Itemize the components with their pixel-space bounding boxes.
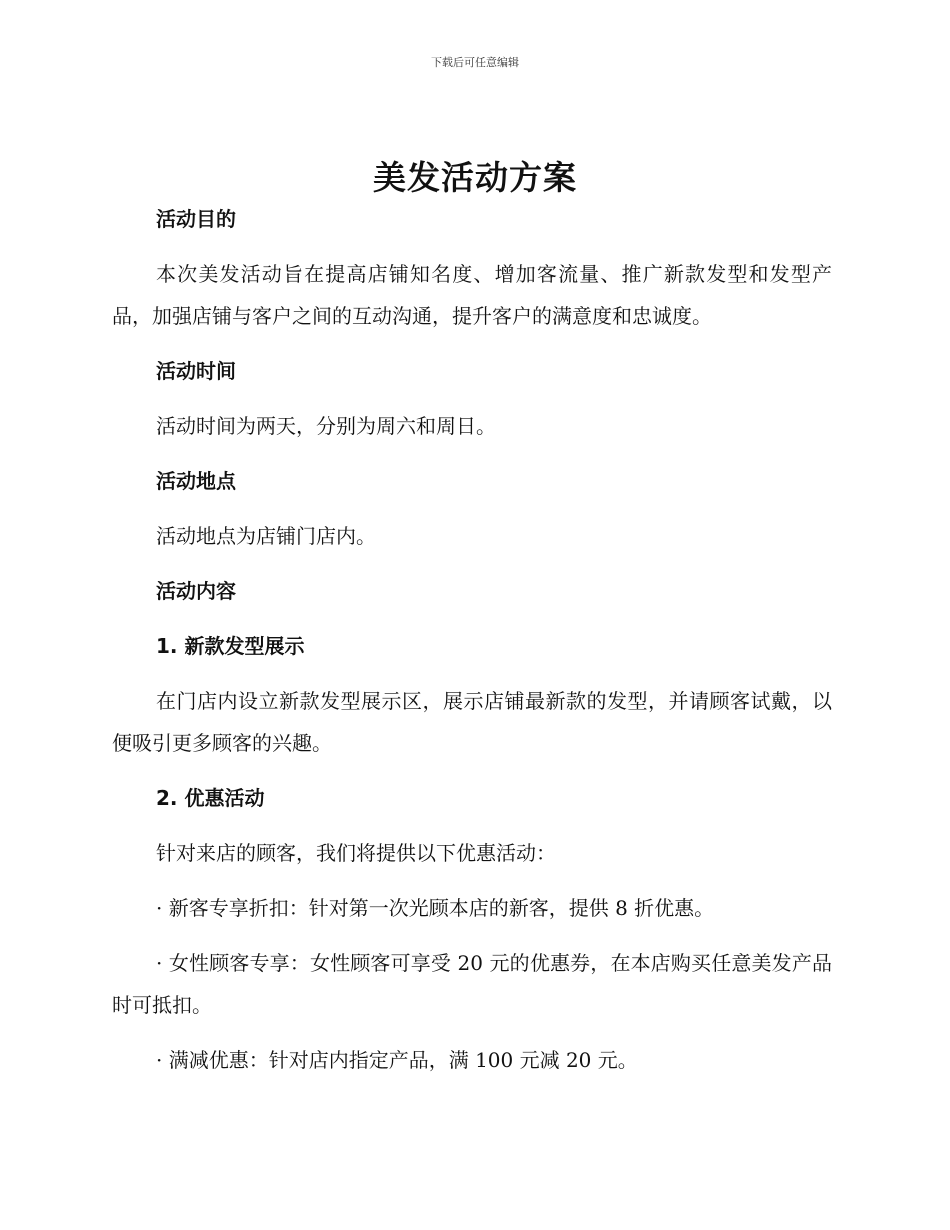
heading-item1: 1. 新款发型展示	[156, 634, 305, 658]
paragraph-item2-intro: 针对来店的顾客，我们将提供以下优惠活动：	[156, 841, 556, 865]
bullet-female-customer: · 女性顾客专享：女性顾客可享受 20 元的优惠券，在本店购买任意美发产品时可抵扣。	[112, 951, 832, 1017]
document-body	[112, 198, 832, 1081]
heading-content: 活动内容	[156, 579, 236, 603]
bullet-discount: · 满减优惠：针对店内指定产品，满 100 元减 20 元。	[156, 1048, 638, 1072]
paragraph-item1: 在门店内设立新款发型展示区，展示店铺最新款的发型，并请顾客试戴，以便吸引更多顾客的兴趣。	[112, 689, 832, 755]
heading-item2: 2. 优惠活动	[156, 786, 265, 810]
paragraph-purpose: 本次美发活动旨在提高店铺知名度、增加客流量、推广新款发型和发型产品，加强店铺与客户之间的互动沟通，提升客户的满意度和忠诚度。	[112, 262, 832, 328]
header-note: 下载后可任意编辑	[431, 56, 519, 69]
page-title: 美发活动方案	[373, 158, 577, 197]
heading-purpose: 活动目的	[156, 207, 236, 231]
bullet-new-customer: · 新客专享折扣：针对第一次光顾本店的新客，提供 8 折优惠。	[156, 896, 715, 920]
heading-location: 活动地点	[156, 469, 236, 493]
paragraph-time: 活动时间为两天，分别为周六和周日。	[156, 414, 496, 438]
heading-time: 活动时间	[156, 359, 236, 383]
paragraph-location: 活动地点为店铺门店内。	[156, 524, 376, 548]
